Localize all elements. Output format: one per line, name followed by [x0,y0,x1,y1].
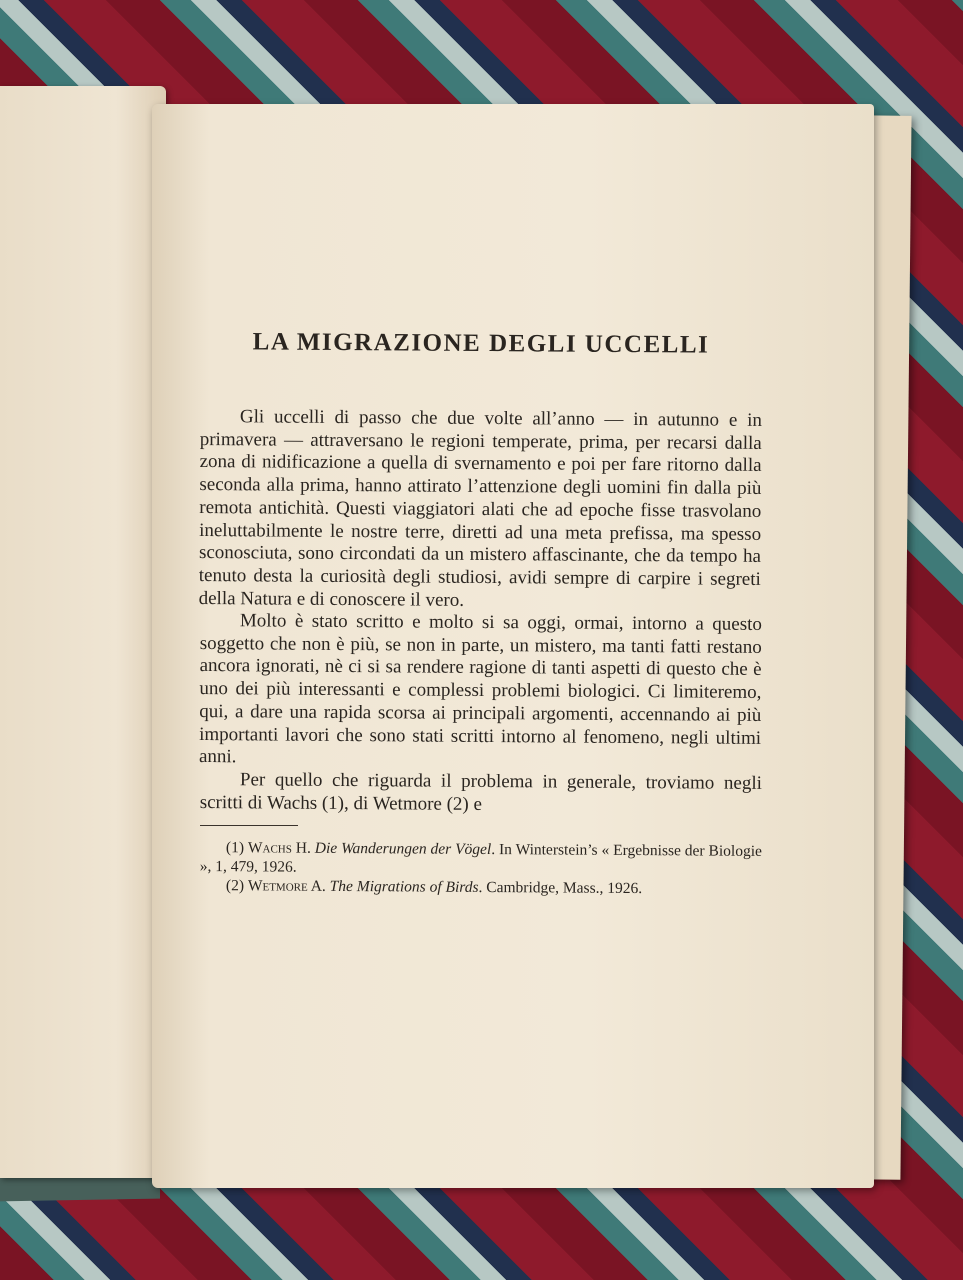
footnote-2: (2) Wetmore A. The Migrations of Birds. Cambridge, Mass., 1926. [225,876,643,897]
chapter-title: LA MIGRAZIONE DEGLI UCCELLI [252,328,710,359]
page-text [200,330,762,895]
paragraph-1: Gli uccelli di passo che due volte all’anno — in autunno e in primavera — attraversano le regioni temperate, prima, per recarsi dalla zona di nidificazione a quella di svernamento e poi per fare ritorno dalla seconda alla prima, hanno attirato l’attenzione degli uomini fin dalla più remota antichità. Questi viaggiatori alati che ad epoche fisse trasvolano ineluttabilmente le nostre terre, diretti ad una meta prefissa, ma spesso sconosciuta, sono circondati da un mistero affascinante, che da tempo ha tenuto desta la curiosità degli studiosi, avidi sempre di carpire i segreti della Natura e di conoscere il vero. [198,406,762,611]
footnote-rule [200,825,298,826]
paragraph-2: Molto è stato scritto e molto si sa oggi, ormai, intorno a questo soggetto che non è più, se non in parte, un mistero, ma tanti fatti restano ancora ignorati, nè ci si sa rendere ragione di tanti aspetti di questo che è uno dei più interessanti e complessi problemi biologici. Ci limiteremo, qui, a dare una rapida scorsa ai principali argomenti, accennando ai più importanti lavori che sono stati scritti intorno al fenomeno, negli ultimi anni. [198,610,762,768]
left-page [0,86,166,1178]
footnote-1: (1) Wachs H. Die Wanderungen der Vögel. In Winterstein’s « Ergebnisse der Biologie », 1, 479, 1926. [199,838,762,876]
paragraph-3: Per quello che riguarda il problema in generale, troviamo negli scritti di Wachs (1), di Wetmore (2) e [199,769,762,815]
